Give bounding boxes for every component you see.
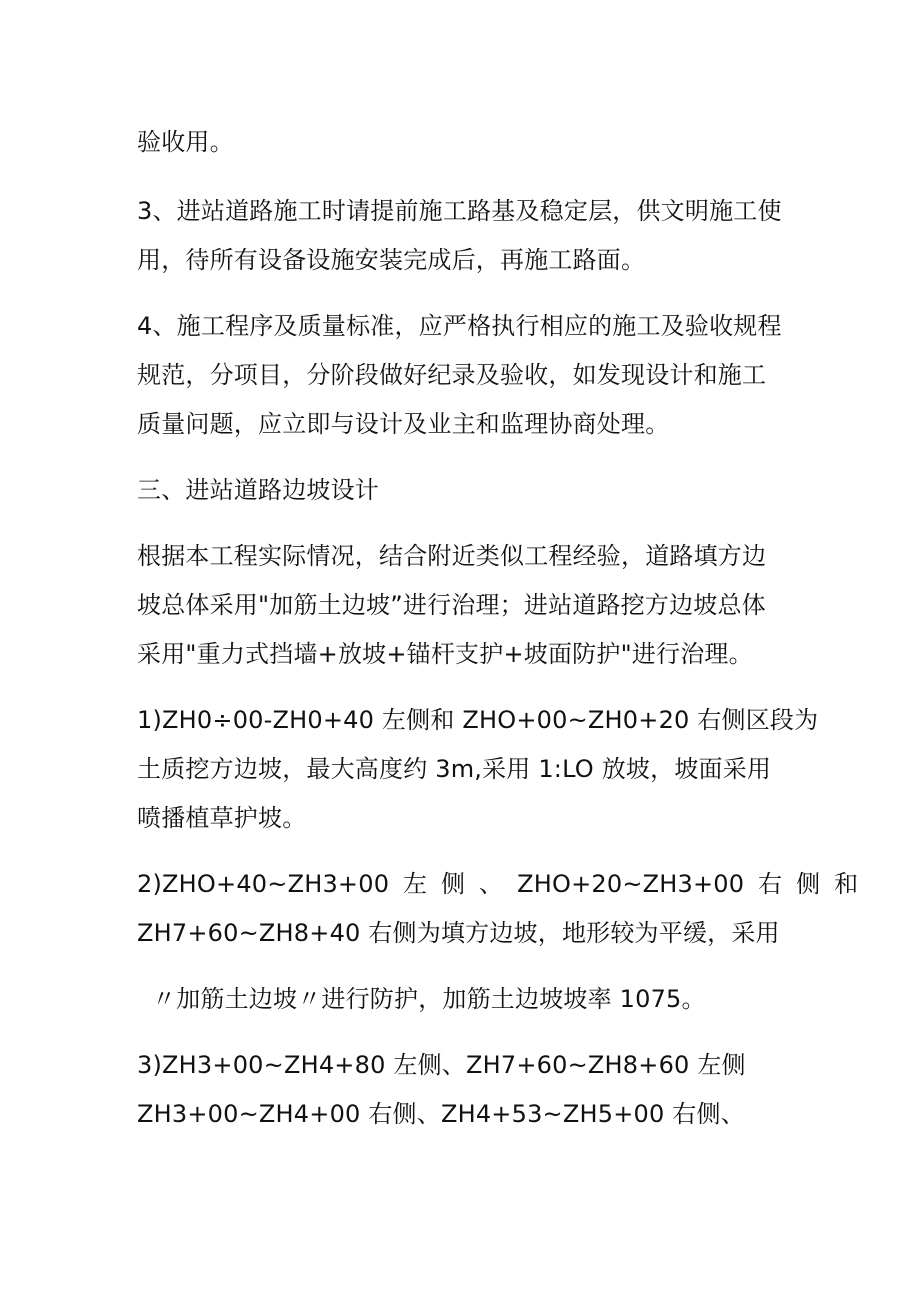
text-line: 3)ZH3+00~ZH4+80 左侧、ZH7+60~ZH8+60 左侧	[137, 1051, 746, 1079]
text-line: ZH7+60~ZH8+40 右侧为填方边坡，地形较为平缓，采用	[137, 919, 780, 947]
text-line: 4、施工程序及质量标准，应严格执行相应的施工及验收规程	[137, 312, 782, 340]
text-line: 2)ZHO+40~ZH3+00 左 侧 、 ZHO+20~ZH3+00 右 侧 和	[137, 870, 859, 898]
text-line: 根据本工程实际情况，结合附近类似工程经验，道路填方边	[137, 542, 767, 570]
text-line: 土质挖方边坡，最大高度约 3m,采用 1:LO 放坡，坡面采用	[137, 755, 772, 783]
section-heading: 三、进站道路边坡设计	[137, 476, 379, 504]
text-line: 规范，分项目，分阶段做好纪录及验收，如发现设计和施工	[137, 361, 767, 389]
text-line: 1)ZH0÷00-ZH0+40 左侧和 ZHO+00~ZH0+20 右侧区段为	[137, 706, 819, 734]
text-line: 〃加筋土边坡〃进行防护，加筋土边坡坡率 1075。	[152, 985, 706, 1013]
text-line: 采用"重力式挡墙+放坡+锚杆支护+坡面防护"进行治理。	[137, 640, 753, 668]
text-line: 验收用。	[137, 128, 234, 156]
text-line: 3、进站道路施工时请提前施工路基及稳定层，供文明施工使	[137, 197, 782, 225]
text-line: ZH3+00~ZH4+00 右侧、ZH4+53~ZH5+00 右侧、	[137, 1100, 745, 1128]
text-line: 坡总体采用"加筋土边坡”进行治理；进站道路挖方边坡总体	[137, 591, 766, 619]
text-line: 用，待所有设备设施安装完成后，再施工路面。	[137, 246, 646, 274]
text-line: 喷播植草护坡。	[137, 804, 307, 832]
text-line: 质量问题，应立即与设计及业主和监理协商处理。	[137, 410, 670, 438]
